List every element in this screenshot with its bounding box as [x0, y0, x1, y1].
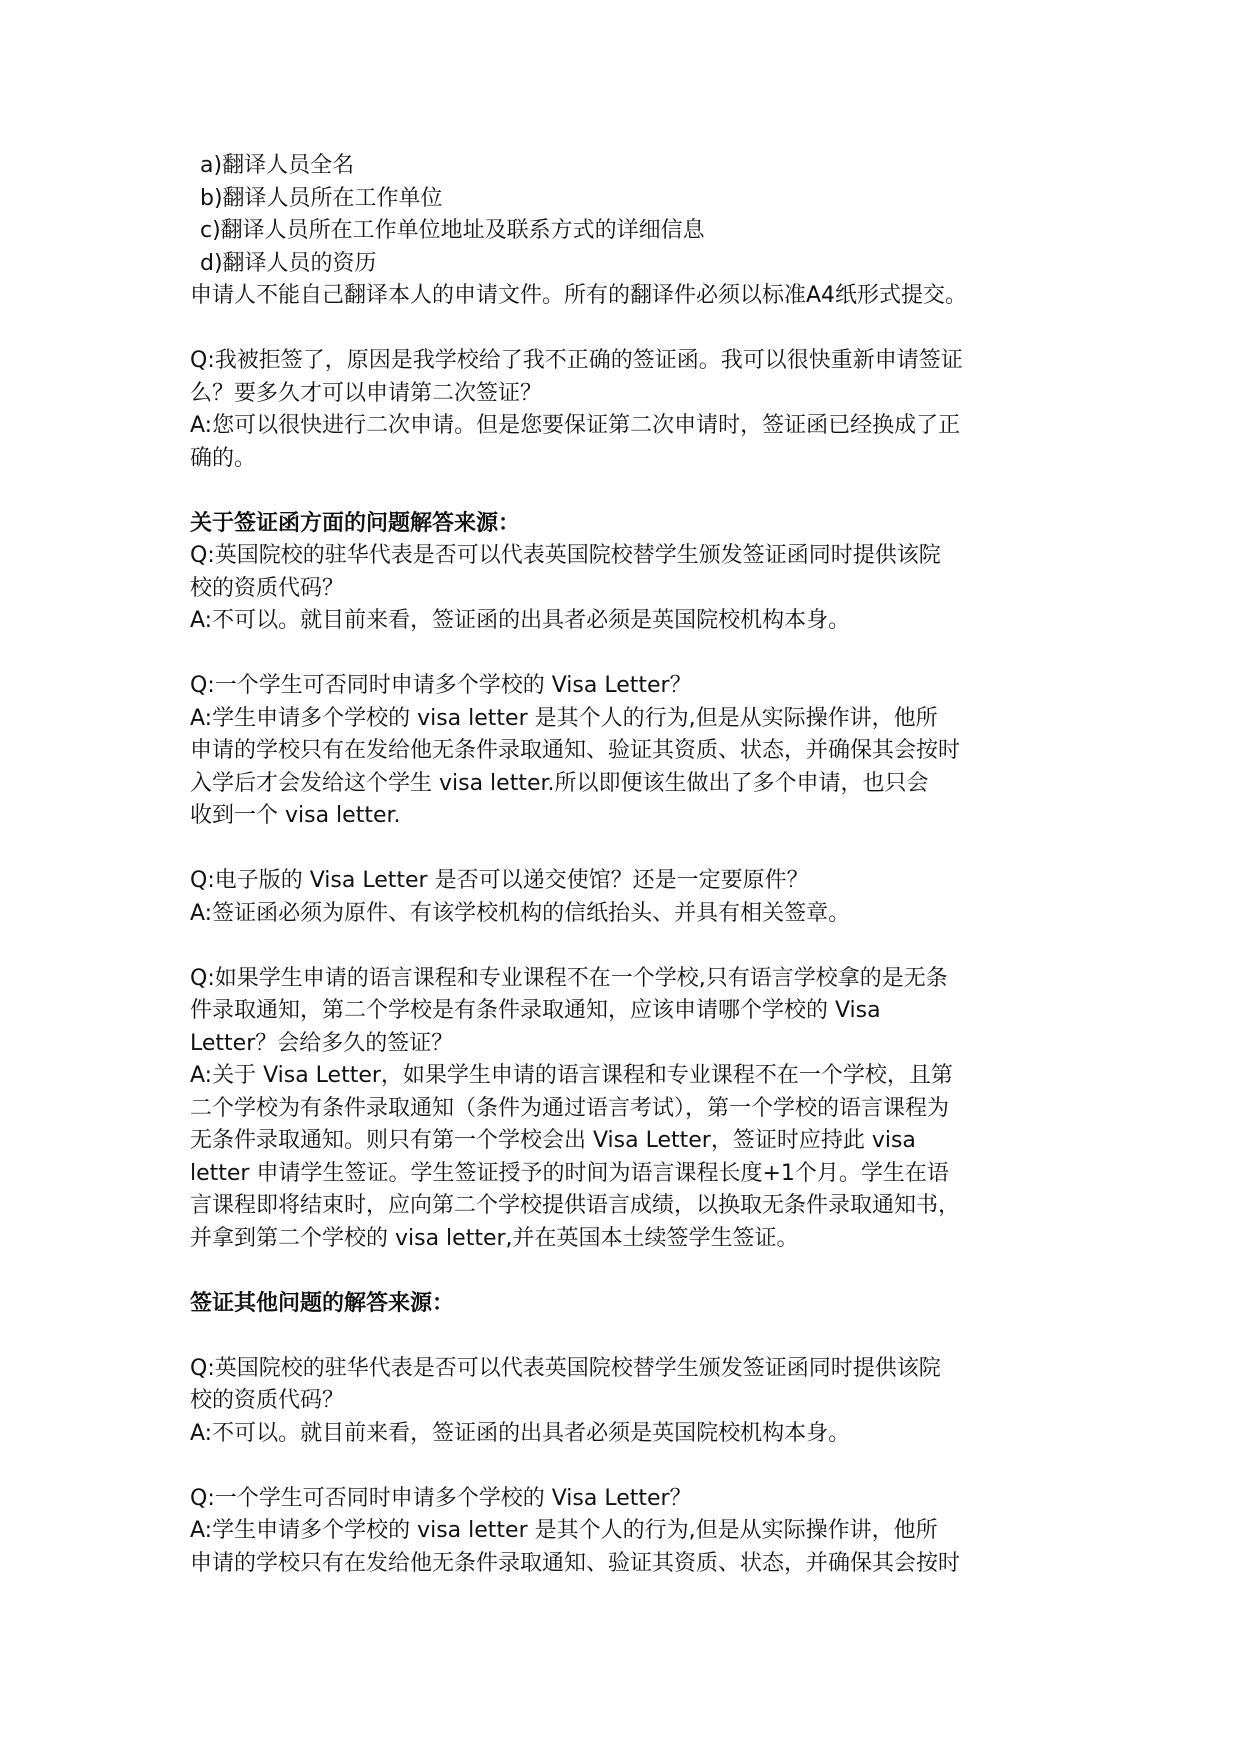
question-line: Letter？会给多久的签证？	[190, 1030, 454, 1056]
list-item: d)翻译人员的资历	[200, 250, 377, 276]
question-line: Q:英国院校的驻华代表是否可以代表英国院校替学生颁发签证函同时提供该院	[190, 543, 941, 568]
question-line: Q:我被拒签了，原因是我学校给了我不正确的签证函。我可以很快重新申请签证	[190, 348, 963, 373]
letter-qa-3	[190, 865, 1070, 930]
translator-requirements-list	[190, 150, 1070, 280]
answer-line: 确的。	[190, 445, 257, 471]
answer-line: 二个学校为有条件录取通知（条件为通过语言考试），第一个学校的语言课程为	[190, 1095, 950, 1121]
answer-line: A:签证函必须为原件、有该学校机构的信纸抬头、并具有相关签章。	[190, 900, 851, 926]
letter-qa-4	[190, 963, 1070, 1256]
answer-line: 无条件录取通知。则只有第一个学校会出 Visa Letter，签证时应持此 visa	[190, 1128, 916, 1153]
spacer	[190, 313, 1070, 346]
question-line: 么？要多久才可以申请第二次签证？	[190, 380, 543, 406]
question-line: Q:电子版的 Visa Letter 是否可以递交使馆？还是一定要原件？	[190, 868, 809, 893]
list-item: b)翻译人员所在工作单位	[200, 185, 443, 211]
translation-note: 申请人不能自己翻译本人的申请文件。所有的翻译件必须以标准A4纸形式提交。	[190, 283, 968, 308]
other-qa-2	[190, 1483, 1070, 1581]
section-heading-other: 签证其他问题的解答来源：	[190, 1290, 455, 1316]
spacer	[190, 638, 1070, 671]
letter-qa-1	[190, 540, 1070, 638]
question-line: Q:一个学生可否同时申请多个学校的 Visa Letter？	[190, 1485, 692, 1511]
spacer	[190, 475, 1070, 508]
question-line: 校的资质代码？	[190, 1388, 345, 1413]
spacer	[190, 1320, 1070, 1353]
spacer	[190, 930, 1070, 963]
spacer	[190, 1255, 1070, 1288]
answer-line: A:学生申请多个学校的 visa letter 是其个人的行为,但是从实际操作讲，他所	[190, 705, 938, 731]
section-heading-visa-letter: 关于签证函方面的问题解答来源：	[190, 510, 521, 536]
question-line: 校的资质代码？	[190, 575, 345, 601]
spacer	[190, 1450, 1070, 1483]
other-qa-1	[190, 1353, 1070, 1451]
question-line: Q:英国院校的驻华代表是否可以代表英国院校替学生颁发签证函同时提供该院	[190, 1355, 941, 1381]
letter-qa-2	[190, 670, 1070, 833]
answer-line: 申请的学校只有在发给他无条件录取通知、验证其资质、状态，并确保其会按时	[190, 738, 961, 763]
list-item: c)翻译人员所在工作单位地址及联系方式的详细信息	[200, 218, 705, 243]
answer-line: A:不可以。就目前来看，签证函的出具者必须是英国院校机构本身。	[190, 608, 851, 633]
answer-line: 收到一个 visa letter.	[190, 803, 401, 828]
question-line: Q:如果学生申请的语言课程和专业课程不在一个学校,只有语言学校拿的是无条	[190, 965, 948, 991]
answer-line: letter 申请学生签证。学生签证授予的时间为语言课程长度+1个月。学生在语	[190, 1160, 949, 1186]
answer-line: A:您可以很快进行二次申请。但是您要保证第二次申请时，签证函已经换成了正	[190, 413, 961, 438]
answer-line: 并拿到第二个学校的 visa letter,并在英国本土续签学生签证。	[190, 1225, 799, 1251]
answer-line: A:不可以。就目前来看，签证函的出具者必须是英国院校机构本身。	[190, 1420, 851, 1446]
spacer	[190, 833, 1070, 866]
answer-line: 申请的学校只有在发给他无条件录取通知、验证其资质、状态，并确保其会按时	[190, 1550, 961, 1576]
question-line: Q:一个学生可否同时申请多个学校的 Visa Letter？	[190, 673, 692, 698]
answer-line: A:关于 Visa Letter，如果学生申请的语言课程和专业课程不在一个学校，且第	[190, 1063, 953, 1088]
answer-line: A:学生申请多个学校的 visa letter 是其个人的行为,但是从实际操作讲，他所	[190, 1518, 938, 1543]
answer-line: 言课程即将结束时，应向第二个学校提供语言成绩，以换取无条件录取通知书，	[190, 1193, 961, 1218]
question-line: 件录取通知，第二个学校是有条件录取通知，应该申请哪个学校的 Visa	[190, 998, 881, 1023]
list-item: a)翻译人员全名	[200, 153, 355, 178]
document-page	[190, 150, 1070, 1580]
refusal-qa	[190, 345, 1070, 475]
answer-line: 入学后才会发给这个学生 visa letter.所以即便该生做出了多个申请，也只会	[190, 770, 929, 796]
